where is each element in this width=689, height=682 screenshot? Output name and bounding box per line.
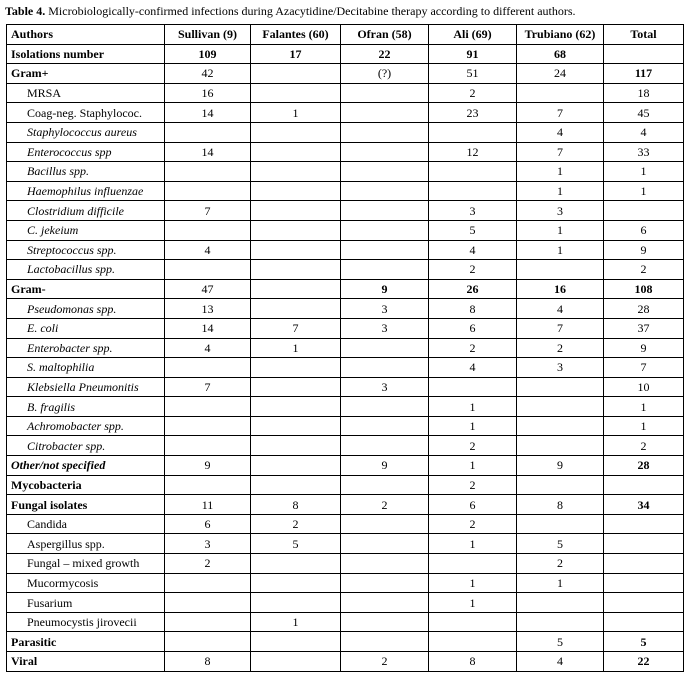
table-cell: [429, 162, 517, 182]
table-row: [7, 554, 684, 574]
table-cell: [341, 240, 429, 260]
table-cell: 14: [165, 318, 251, 338]
table-cell: [165, 593, 251, 613]
table-cell: 3: [517, 358, 604, 378]
table-cell: [165, 573, 251, 593]
row-label: Fungal isolates: [7, 495, 165, 515]
table-cell: [165, 416, 251, 436]
table-row: [7, 64, 684, 84]
table-cell: [165, 632, 251, 652]
caption-label: Table 4.: [5, 4, 46, 18]
table-cell: [604, 612, 684, 632]
table-cell: [251, 475, 341, 495]
table-cell: 8: [429, 299, 517, 319]
table-cell: 1: [429, 397, 517, 417]
table-cell: 1: [429, 534, 517, 554]
table-cell: 1: [429, 416, 517, 436]
table-cell: [341, 103, 429, 123]
table-cell: 5: [517, 534, 604, 554]
table-cell: 1: [251, 103, 341, 123]
table-cell: [341, 220, 429, 240]
table-cell: 3: [341, 318, 429, 338]
table-cell: 2: [604, 436, 684, 456]
table-row: [7, 299, 684, 319]
table-cell: 7: [517, 142, 604, 162]
row-label: Mycobacteria: [7, 475, 165, 495]
table-cell: 12: [429, 142, 517, 162]
table-cell: 28: [604, 299, 684, 319]
table-cell: 16: [165, 83, 251, 103]
table-cell: [251, 220, 341, 240]
table-cell: [429, 122, 517, 142]
table-cell: 14: [165, 103, 251, 123]
infections-table: [6, 24, 684, 672]
table-cell: [251, 416, 341, 436]
table-row: [7, 279, 684, 299]
row-label: Achromobacter spp.: [7, 416, 165, 436]
table-row: [7, 612, 684, 632]
table-cell: [341, 358, 429, 378]
row-label: Fusarium: [7, 593, 165, 613]
table-cell: [341, 416, 429, 436]
caption-text: Microbiologically-confirmed infections during Azacytidine/Decitabine therapy according to different authors.: [45, 4, 576, 18]
table-row: [7, 122, 684, 142]
table-cell: 14: [165, 142, 251, 162]
table-row: [7, 573, 684, 593]
table-cell: 4: [165, 240, 251, 260]
header-authors: Authors: [7, 25, 165, 45]
table-cell: 1: [517, 181, 604, 201]
row-label: Haemophilus influenzae: [7, 181, 165, 201]
row-label: Klebsiella Pneumonitis: [7, 377, 165, 397]
row-label: S. maltophilia: [7, 358, 165, 378]
table-cell: 7: [604, 358, 684, 378]
row-label: Staphylococcus aureus: [7, 122, 165, 142]
table-cell: [429, 554, 517, 574]
table-cell: [341, 260, 429, 280]
table-cell: [517, 436, 604, 456]
table-cell: 108: [604, 279, 684, 299]
row-label: Streptococcus spp.: [7, 240, 165, 260]
table-cell: 2: [429, 514, 517, 534]
table-row: [7, 358, 684, 378]
table-cell: 1: [604, 397, 684, 417]
table-cell: [251, 377, 341, 397]
table-cell: [251, 181, 341, 201]
table-cell: [517, 377, 604, 397]
row-label: Coag-neg. Staphylococ.: [7, 103, 165, 123]
table-cell: 91: [429, 44, 517, 64]
table-cell: 18: [604, 83, 684, 103]
row-label: E. coli: [7, 318, 165, 338]
table-cell: 117: [604, 64, 684, 84]
table-cell: 6: [429, 495, 517, 515]
table-cell: 6: [165, 514, 251, 534]
row-label: Mucormycosis: [7, 573, 165, 593]
table-cell: 2: [604, 260, 684, 280]
table-cell: [341, 436, 429, 456]
table-row: [7, 397, 684, 417]
header-falantes: Falantes (60): [251, 25, 341, 45]
table-cell: 2: [251, 514, 341, 534]
header-ofran: Ofran (58): [341, 25, 429, 45]
table-cell: 34: [604, 495, 684, 515]
table-cell: 9: [165, 456, 251, 476]
table-cell: 37: [604, 318, 684, 338]
table-header-row: [7, 25, 684, 45]
table-cell: 5: [251, 534, 341, 554]
table-cell: 8: [429, 652, 517, 672]
row-label: Fungal – mixed growth: [7, 554, 165, 574]
row-label: Lactobacillus spp.: [7, 260, 165, 280]
table-cell: [251, 83, 341, 103]
table-cell: [165, 612, 251, 632]
table-cell: 23: [429, 103, 517, 123]
table-cell: [251, 554, 341, 574]
table-cell: 42: [165, 64, 251, 84]
table-cell: [165, 181, 251, 201]
table-cell: 1: [604, 181, 684, 201]
table-cell: [341, 554, 429, 574]
table-cell: [429, 612, 517, 632]
table-cell: 8: [251, 495, 341, 515]
table-cell: [517, 416, 604, 436]
table-cell: [517, 83, 604, 103]
table-cell: [251, 201, 341, 221]
table-cell: [251, 573, 341, 593]
table-row: [7, 652, 684, 672]
table-cell: 5: [517, 632, 604, 652]
header-ali: Ali (69): [429, 25, 517, 45]
table-cell: 10: [604, 377, 684, 397]
table-caption: [5, 4, 576, 18]
row-label: MRSA: [7, 83, 165, 103]
table-cell: 7: [165, 377, 251, 397]
table-row: [7, 514, 684, 534]
table-row: [7, 162, 684, 182]
row-label: Enterococcus spp: [7, 142, 165, 162]
table-row: [7, 83, 684, 103]
table-cell: 2: [165, 554, 251, 574]
table-cell: [251, 397, 341, 417]
table-cell: 13: [165, 299, 251, 319]
table-cell: [429, 377, 517, 397]
row-label: Enterobacter spp.: [7, 338, 165, 358]
table-cell: 47: [165, 279, 251, 299]
table-cell: [517, 397, 604, 417]
row-label: Other/not specified: [7, 456, 165, 476]
table-cell: [517, 260, 604, 280]
table-cell: [341, 397, 429, 417]
table-row: [7, 142, 684, 162]
table-cell: [165, 162, 251, 182]
table-cell: [341, 573, 429, 593]
table-cell: 2: [429, 475, 517, 495]
table-cell: 1: [429, 593, 517, 613]
table-cell: [251, 240, 341, 260]
table-cell: 2: [517, 554, 604, 574]
table-row: [7, 240, 684, 260]
table-row: [7, 44, 684, 64]
table-cell: [251, 436, 341, 456]
table-cell: [341, 201, 429, 221]
table-cell: [429, 181, 517, 201]
table-cell: 5: [429, 220, 517, 240]
table-cell: 4: [429, 240, 517, 260]
row-label: Clostridium difficile: [7, 201, 165, 221]
row-label: Parasitic: [7, 632, 165, 652]
table-cell: [604, 201, 684, 221]
table-cell: 4: [517, 652, 604, 672]
table-cell: 1: [517, 220, 604, 240]
table-cell: 3: [517, 201, 604, 221]
table-cell: 2: [341, 495, 429, 515]
table-cell: 6: [429, 318, 517, 338]
table-cell: 1: [251, 612, 341, 632]
table-cell: [341, 632, 429, 652]
table-cell: [165, 475, 251, 495]
table-cell: 1: [429, 573, 517, 593]
table-cell: 9: [341, 456, 429, 476]
row-label: Citrobacter spp.: [7, 436, 165, 456]
table-row: [7, 181, 684, 201]
row-label: Isolations number: [7, 44, 165, 64]
table-row: [7, 377, 684, 397]
table-cell: 1: [251, 338, 341, 358]
table-cell: 1: [517, 573, 604, 593]
row-label: C. jekeium: [7, 220, 165, 240]
row-label: Aspergillus spp.: [7, 534, 165, 554]
table-cell: [251, 632, 341, 652]
table-cell: [251, 456, 341, 476]
table-cell: [165, 397, 251, 417]
table-row: [7, 593, 684, 613]
table-cell: [517, 593, 604, 613]
table-cell: 3: [429, 201, 517, 221]
table-cell: 22: [341, 44, 429, 64]
table-cell: 7: [251, 318, 341, 338]
row-label: Bacillus spp.: [7, 162, 165, 182]
table-row: [7, 495, 684, 515]
table-cell: 2: [429, 436, 517, 456]
table-cell: [165, 358, 251, 378]
table-cell: 9: [517, 456, 604, 476]
table-row: [7, 260, 684, 280]
table-cell: [251, 64, 341, 84]
row-label: Gram-: [7, 279, 165, 299]
table-row: [7, 456, 684, 476]
table-cell: [604, 44, 684, 64]
table-cell: 5: [604, 632, 684, 652]
table-cell: [604, 593, 684, 613]
table-cell: 1: [604, 162, 684, 182]
table-cell: [251, 299, 341, 319]
table-cell: 4: [517, 299, 604, 319]
table-cell: 1: [517, 240, 604, 260]
table-cell: 2: [341, 652, 429, 672]
table-cell: 2: [517, 338, 604, 358]
table-cell: 9: [604, 240, 684, 260]
table-row: [7, 103, 684, 123]
table-cell: 9: [341, 279, 429, 299]
table-cell: 4: [165, 338, 251, 358]
table-cell: [341, 338, 429, 358]
table-cell: [341, 142, 429, 162]
table-cell: 1: [604, 416, 684, 436]
table-row: [7, 475, 684, 495]
table-cell: 8: [517, 495, 604, 515]
table-row: [7, 201, 684, 221]
table-cell: 7: [517, 103, 604, 123]
table-cell: [251, 358, 341, 378]
table-row: [7, 632, 684, 652]
table-cell: [429, 632, 517, 652]
table-cell: 6: [604, 220, 684, 240]
table-cell: 2: [429, 338, 517, 358]
table-cell: [341, 534, 429, 554]
table-cell: [165, 260, 251, 280]
row-label: B. fragilis: [7, 397, 165, 417]
table-cell: 4: [517, 122, 604, 142]
table-cell: [604, 514, 684, 534]
table-row: [7, 338, 684, 358]
table-cell: 2: [429, 260, 517, 280]
table-cell: [251, 279, 341, 299]
table-cell: [251, 142, 341, 162]
table-cell: 26: [429, 279, 517, 299]
table-cell: [604, 554, 684, 574]
table-cell: [251, 162, 341, 182]
table-cell: 2: [429, 83, 517, 103]
table-cell: 68: [517, 44, 604, 64]
table-cell: 3: [341, 377, 429, 397]
table-cell: 3: [341, 299, 429, 319]
table-cell: 1: [517, 162, 604, 182]
table-cell: 51: [429, 64, 517, 84]
table-cell: 24: [517, 64, 604, 84]
header-sullivan: Sullivan (9): [165, 25, 251, 45]
table-cell: [251, 652, 341, 672]
table-row: [7, 436, 684, 456]
table-cell: [604, 475, 684, 495]
table-cell: 28: [604, 456, 684, 476]
table-cell: [517, 514, 604, 534]
table-cell: [341, 181, 429, 201]
table-cell: [341, 122, 429, 142]
table-cell: [517, 612, 604, 632]
table-cell: [604, 534, 684, 554]
table-row: [7, 318, 684, 338]
table-cell: [251, 260, 341, 280]
table-cell: 4: [429, 358, 517, 378]
table-cell: 17: [251, 44, 341, 64]
table-cell: (?): [341, 64, 429, 84]
header-trubiano: Trubiano (62): [517, 25, 604, 45]
table-cell: 109: [165, 44, 251, 64]
row-label: Viral: [7, 652, 165, 672]
table-cell: 4: [604, 122, 684, 142]
table-cell: [251, 122, 341, 142]
row-label: Pseudomonas spp.: [7, 299, 165, 319]
table-cell: 7: [517, 318, 604, 338]
table-cell: 1: [429, 456, 517, 476]
table-cell: 11: [165, 495, 251, 515]
row-label: Pneumocystis jirovecii: [7, 612, 165, 632]
table-cell: [517, 475, 604, 495]
table-cell: [341, 514, 429, 534]
table-cell: [251, 593, 341, 613]
header-total: Total: [604, 25, 684, 45]
row-label: Candida: [7, 514, 165, 534]
table-cell: [165, 122, 251, 142]
table-cell: 33: [604, 142, 684, 162]
table-cell: 45: [604, 103, 684, 123]
table-cell: 3: [165, 534, 251, 554]
table-cell: [341, 612, 429, 632]
table-cell: 22: [604, 652, 684, 672]
table-cell: 8: [165, 652, 251, 672]
table-cell: 16: [517, 279, 604, 299]
table-cell: [165, 220, 251, 240]
table-row: [7, 220, 684, 240]
table-cell: [341, 83, 429, 103]
table-cell: [341, 162, 429, 182]
table-cell: [341, 475, 429, 495]
table-cell: [604, 573, 684, 593]
row-label: Gram+: [7, 64, 165, 84]
table-cell: 9: [604, 338, 684, 358]
table-cell: [341, 593, 429, 613]
table-row: [7, 534, 684, 554]
table-cell: 7: [165, 201, 251, 221]
table-row: [7, 416, 684, 436]
table-cell: [165, 436, 251, 456]
